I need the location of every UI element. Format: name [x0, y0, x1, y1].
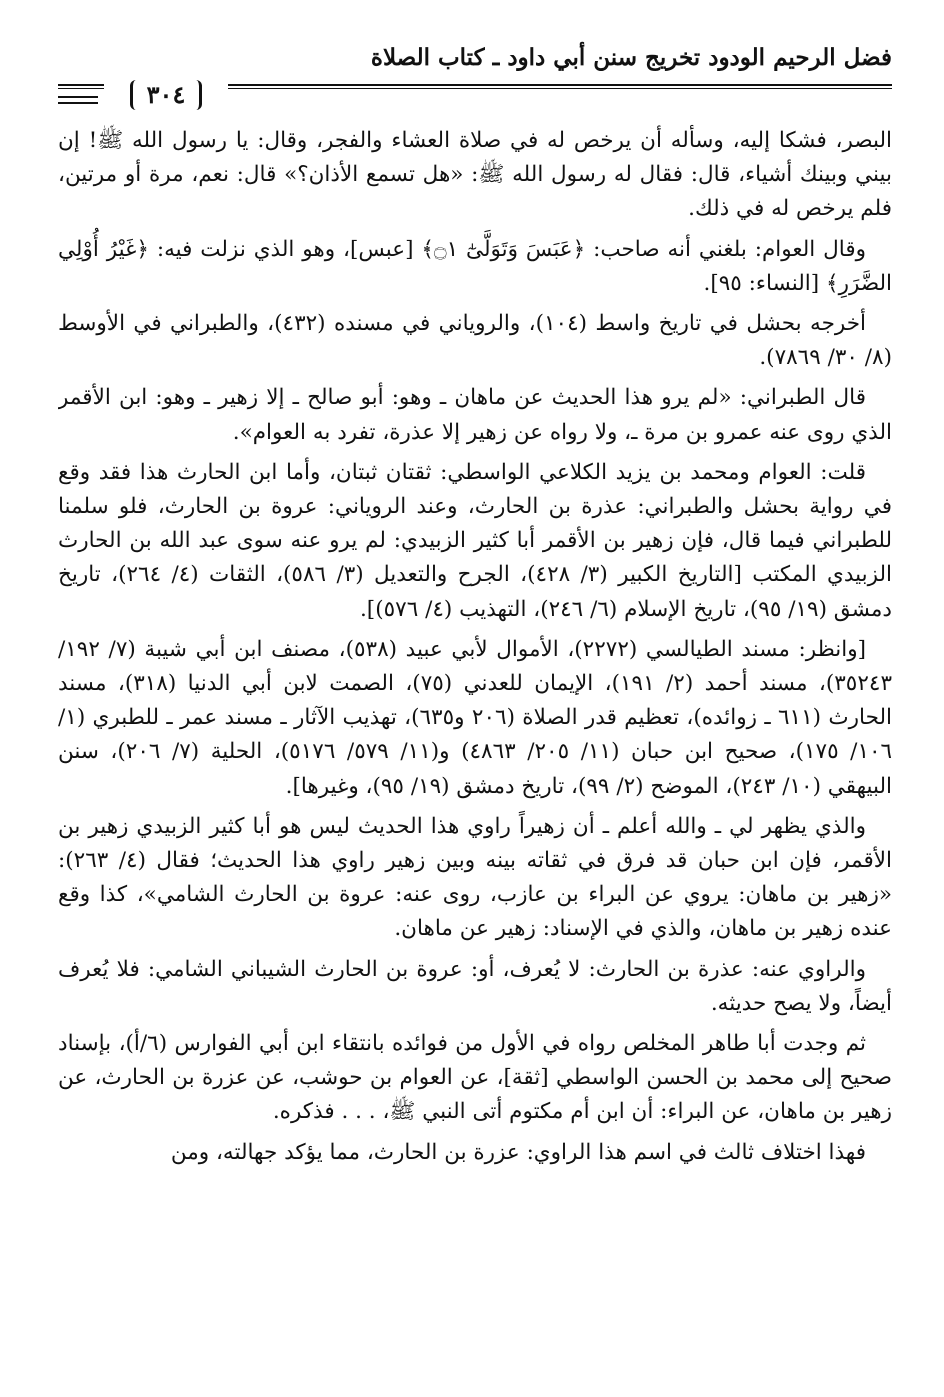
- page-body: [58, 124, 892, 1369]
- header-rule-left: [58, 96, 98, 104]
- paragraph-10: فهذا اختلاف ثالث في اسم هذا الراوي: عزرة بن الحارث، مما يؤكد جهالته، ومن: [170, 1139, 866, 1165]
- paragraph-7: والذي يظهر لي ـ والله أعلم ـ أن زهيراً راوي هذا الحديث ليس هو أبا كثير الزبيدي زهير بن الأقمر، فإن ابن حبان قد فرق في ثقاته بينه وبين زهير راوي هذا الحديث؛ فقال (٤/ ٢٦٣): «زهير بن ماهان: يروي عن البراء بن عازب، روى عنه: عروة بن الحارث الشامي»، كذا وقع عنده زهير بن ماهان، والذي في الإسناد: زهير عن ماهان.: [58, 813, 892, 942]
- paragraph-2: وقال العوام: بلغني أنه صاحب: ﴿عَبَسَ وَتَوَلَّىٰٓ ۝١﴾ [عبس]، وهو الذي نزلت فيه: ﴿غَيْرُ أُوْلِي الضَّرَرِ﴾ [النساء: ٩٥].: [58, 236, 892, 296]
- page-number-frame: [104, 78, 228, 112]
- page-number: ٣٠٤: [130, 80, 203, 110]
- paragraph-8: والراوي عنه: عذرة بن الحارث: لا يُعرف، أو: عروة بن الحارث الشيباني الشامي: فلا يُعرف أيضاً، ولا يصح حديثه.: [58, 956, 892, 1016]
- paragraph-5: قلت: العوام ومحمد بن يزيد الكلاعي الواسطي: ثقتان ثبتان، وأما ابن الحارث هذا فقد وقع في رواية بحشل والطبراني: عذرة بن الحارث، وعند الروياني: عروة بن الحارث، فلو سلمنا للطبراني فيما قال، فإن زهير بن الأقمر أبا كثير الزبيدي: لم يرو عنه سوى عبد الله بن الحارث الزبيدي المكتب [التاريخ الكبير (٣/ ٤٢٨)، الجرح والتعديل (٣/ ٥٨٦)، الثقات (٤/ ٢٦٤)، تاريخ دمشق (١٩/ ٩٥)، تاريخ الإسلام (٦/ ٢٤٦)، التهذيب (٤/ ٥٧٦)].: [58, 459, 892, 622]
- paragraph-1: البصر، فشكا إليه، وسأله أن يرخص له في صلاة العشاء والفجر، وقال: يا رسول الله ﷺ! إن بيني وبينك أشياء، قال: فقال له رسول الله ﷺ: «هل تسمع الأذان؟» قال: نعم، مرة أو مرتين، فلم يرخص له في ذلك.: [58, 128, 892, 222]
- paragraph-9: ثم وجدت أبا طاهر المخلص رواه في الأول من فوائده بانتقاء ابن أبي الفوارس (٦/أ)، بإسناد صحيح إلى محمد بن الحسن الواسطي [ثقة]، عن العوام بن حوشب، عن عزرة بن الحارث، عن زهير بن ماهان، عن البراء: أن ابن أم مكتوم أتى النبي ﷺ، . . . فذكره.: [58, 1031, 892, 1125]
- paragraph-6: [وانظر: مسند الطيالسي (٢٢٧٢)، الأموال لأبي عبيد (٥٣٨)، مصنف ابن أبي شيبة (٧/ ١٩٢/ ٣٥٢٤٣)، مسند أحمد (٢/ ١٩١)، الإيمان للعدني (٧٥)، الصمت لابن أبي الدنيا (٣١٨)، مسند الحارث (٦١١ ـ زوائده)، تعظيم قدر الصلاة (٢٠٦ و٦٣٥)، تهذيب الآثار ـ مسند عمر ـ للطبري (١/ ١٠٦/ ١٧٥)، صحيح ابن حبان (١١/ ٢٠٥/ ٤٨٦٣) و(١١/ ٥٧٩/ ٥١٧٦)، الحلية (٧/ ٢٠٦)، سنن البيهقي (١٠/ ٢٤٣)، الموضح (٢/ ٩٩)، تاريخ دمشق (١٩/ ٩٥)، وغيرها].: [58, 636, 892, 799]
- running-title: فضل الرحيم الودود تخريج سنن أبي داود ـ كتاب الصلاة: [370, 44, 892, 71]
- paragraph-3: أخرجه بحشل في تاريخ واسط (١٠٤)، والروياني في مسنده (٤٣٢)، والطبراني في الأوسط (٨/ ٣٠/ ٧٨٦٩).: [58, 311, 892, 371]
- page-header: [58, 34, 892, 116]
- paragraph-4: قال الطبراني: «لم يرو هذا الحديث عن ماهان ـ وهو: أبو صالح ـ إلا زهير ـ وهو: ابن الأقمر الذي روى عنه عمرو بن مرة ـ، ولا رواه عن زهير إلا عذرة، تفرد به العوام».: [58, 385, 892, 445]
